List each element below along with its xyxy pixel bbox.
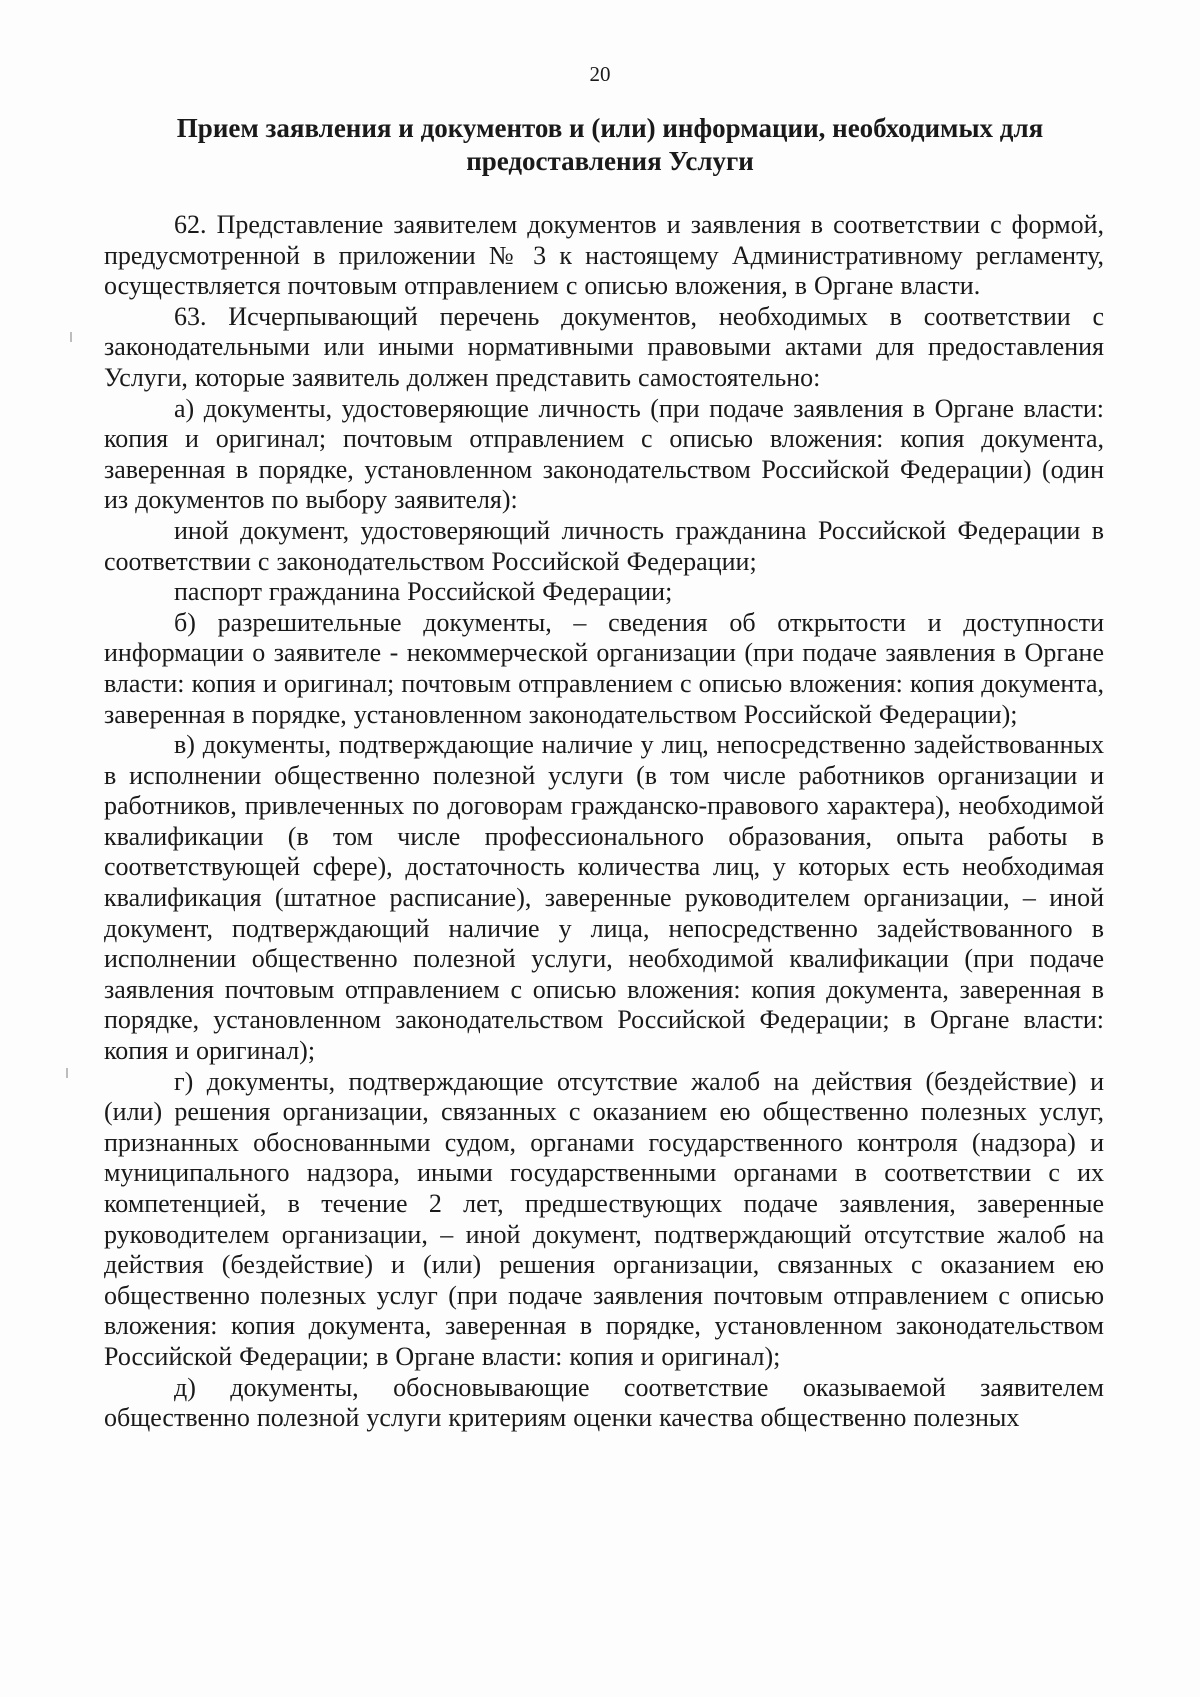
section-heading (110, 112, 1110, 178)
page-number: 20 (589, 62, 611, 86)
list-item-d: д) документы, обосновывающие соответствие оказываемой заявителем общественно полезной услуги критериям оценки качества общественно полезных (104, 1372, 1104, 1433)
paragraph-62: 62. Представление заявителем документов и заявления в соответствии с формой, предусмотренной в приложении № 3 к настоящему Административному регламенту, осуществляется почтовым отправлением с описью вложения, в Органе власти. (104, 210, 1104, 301)
list-item-b: б) разрешительные документы, – сведения об открытости и доступности информации о заявителе - некоммерческой организации (при подаче заявления в Органе власти: копия и оригинал; почтовым отправлением с описью вложения: копия документа, заверенная в порядке, установленном законодательством Российской Федерации); (104, 607, 1104, 729)
sub-item-other-id-document: иной документ, удостоверяющий личность гражданина Российской Федерации в соответствии с законодательством Российской Федерации; (104, 515, 1104, 576)
sub-item-passport: паспорт гражданина Российской Федерации; (174, 577, 673, 607)
section-heading-line-1: Прием заявления и документов и (или) информации, необходимых для (176, 113, 1044, 143)
scan-artifact (70, 332, 72, 342)
document-body (104, 210, 1104, 1434)
paragraph-63: 63. Исчерпывающий перечень документов, необходимых в соответствии с законодательными или иными нормативными правовыми актами для предоставления Услуги, которые заявитель должен представить самостоятельно: (104, 301, 1104, 392)
list-item-v: в) документы, подтверждающие наличие у лиц, непосредственно задействованных в исполнении общественно полезной услуги (в том числе работников организации и работников, привлеченных по договорам гражданско-правового характера), необходимой квалификации (в том числе профессионального образования, опыта работы в соответствующей сфере), достаточность количества лиц, у которых есть необходимая квалификация (штатное расписание), заверенные руководителем организации, – иной документ, подтверждающий наличие у лица, непосредственно задействованного в исполнении общественно полезной услуги, необходимой квалификации (при подаче заявления почтовым отправлением с описью вложения: копия документа, заверенная в порядке, установленном законодательством Российской Федерации; в Органе власти: копия и оригинал); (104, 730, 1104, 1066)
list-item-g: г) документы, подтверждающие отсутствие жалоб на действия (бездействие) и (или) решения организации, связанных с оказанием ею общественно полезных услуг, признанных обоснованными судом, органами государственного контроля (надзора) и муниципального надзора, иными государственными органами в соответствии с их компетенцией, в течение 2 лет, предшествующих подаче заявления, заверенные руководителем организации, – иной документ, подтверждающий отсутствие жалоб на действия (бездействие) и (или) решения организации, связанных с оказанием ею общественно полезных услуг (при подаче заявления почтовым отправлением с описью вложения: копия документа, заверенная в порядке, установленном законодательством Российской Федерации; в Органе власти: копия и оригинал); (104, 1066, 1104, 1371)
list-item-a: а) документы, удостоверяющие личность (при подаче заявления в Органе власти: копия и оригинал; почтовым отправлением с описью вложения: копия документа, заверенная в порядке, установленном законодательством Российской Федерации) (один из документов по выбору заявителя): (104, 393, 1104, 515)
scan-artifact (66, 1068, 68, 1078)
section-heading-line-2: предоставления Услуги (466, 146, 754, 176)
